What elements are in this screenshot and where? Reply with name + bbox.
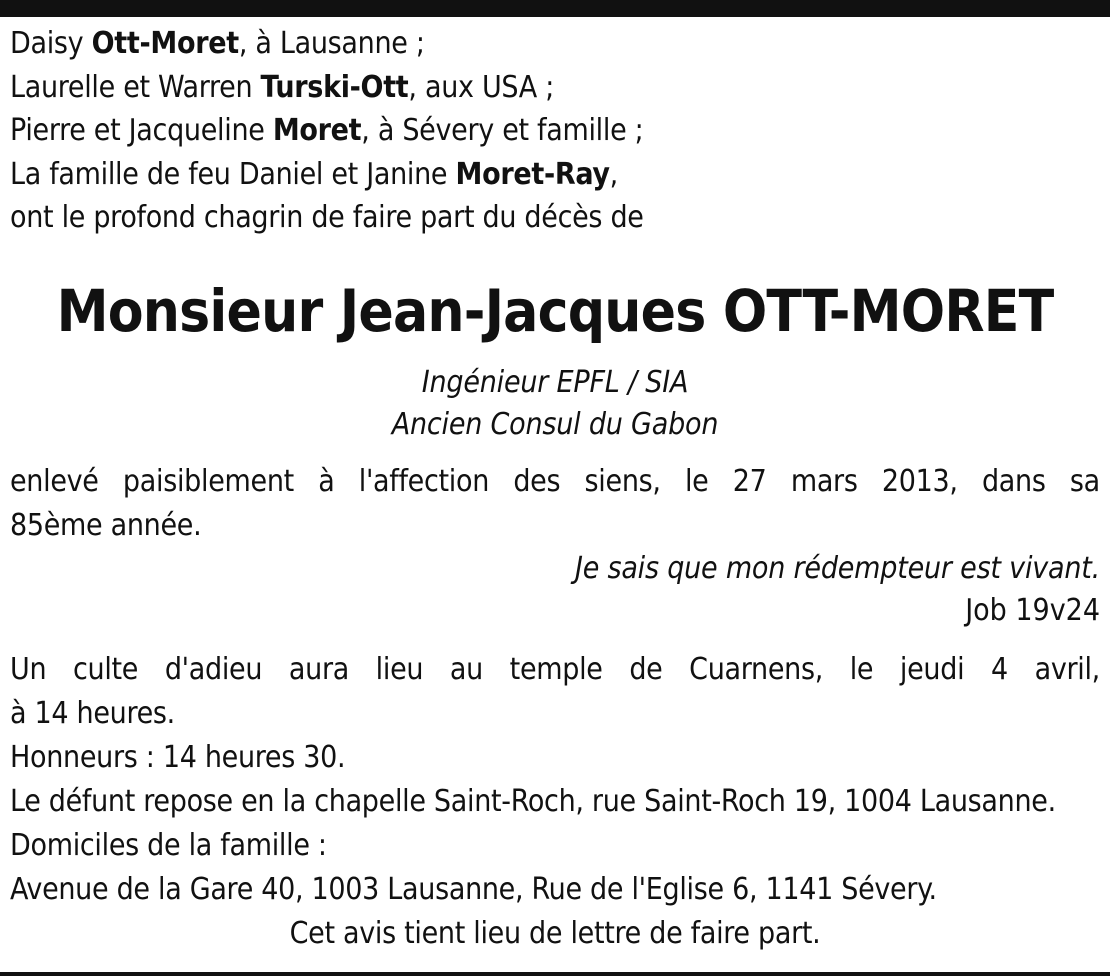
family-line-1-names: Daisy bbox=[10, 26, 92, 61]
service-line-2: à 14 heures. bbox=[10, 695, 175, 731]
bottom-rule bbox=[0, 972, 1110, 976]
word: mars bbox=[790, 463, 858, 499]
word: le bbox=[684, 463, 709, 499]
deceased-title-1: Ingénieur EPFL / SIA bbox=[421, 364, 689, 400]
deceased-title-2: Ancien Consul du Gabon bbox=[391, 406, 719, 442]
family-line-1 bbox=[10, 22, 1100, 66]
word: l'affection bbox=[358, 463, 490, 499]
family-line-1-surname: Ott-Moret bbox=[91, 26, 239, 61]
bible-reference: Job 19v24 bbox=[965, 592, 1100, 628]
domicile-label: Domiciles de la famille : bbox=[10, 827, 327, 863]
word: temple bbox=[509, 651, 603, 687]
family-line-1-place: , à Lausanne ; bbox=[238, 26, 425, 61]
word: des bbox=[513, 463, 561, 499]
family-line-3-surname: Moret bbox=[272, 113, 362, 148]
family-line-4 bbox=[10, 153, 1100, 197]
family-line-2-place: , aux USA ; bbox=[408, 69, 555, 105]
word: d'adieu bbox=[164, 651, 263, 687]
word: à bbox=[318, 463, 335, 499]
death-line-2: 85ème année. bbox=[10, 507, 202, 543]
family-line-4-surname: Moret-Ray bbox=[455, 156, 610, 192]
family-line-3-place: , à Sévery et famille ; bbox=[361, 113, 644, 148]
family-line-4-names: La famille de feu Daniel et Janine bbox=[10, 156, 456, 192]
family-line-2 bbox=[10, 66, 1100, 110]
word: culte bbox=[72, 651, 139, 687]
obituary-notice bbox=[10, 22, 1100, 956]
word: 27 bbox=[732, 463, 767, 499]
word: paisiblement bbox=[122, 463, 294, 499]
family-line-2-surname: Turski-Ott bbox=[260, 69, 409, 105]
announcement-line: ont le profond chagrin de faire part du décès de bbox=[10, 200, 644, 235]
word: Un bbox=[10, 651, 47, 687]
bible-verse: Je sais que mon rédempteur est vivant. bbox=[574, 550, 1100, 586]
resting-place-line: Le défunt repose en la chapelle Saint-Roch, rue Saint-Roch 19, 1004 Lausanne. bbox=[10, 783, 1056, 819]
domicile-address: Avenue de la Gare 40, 1003 Lausanne, Rue de l'Eglise 6, 1141 Sévery. bbox=[10, 871, 937, 907]
word: jeudi bbox=[899, 651, 965, 687]
word: dans bbox=[981, 463, 1046, 499]
honors-line: Honneurs : 14 heures 30. bbox=[10, 739, 346, 775]
family-line-2-names: Laurelle et Warren bbox=[10, 69, 261, 105]
family-line-3-names: Pierre et Jacqueline bbox=[10, 113, 273, 148]
death-paragraph bbox=[10, 460, 1100, 548]
word: aura bbox=[288, 651, 349, 687]
family-line-3 bbox=[10, 109, 1100, 153]
word: siens, bbox=[584, 463, 661, 499]
family-line-4-place: , bbox=[609, 156, 618, 192]
death-line-1 bbox=[10, 460, 1100, 504]
word: le bbox=[849, 651, 874, 687]
word: lieu bbox=[375, 651, 424, 687]
word: de bbox=[629, 651, 663, 687]
word: au bbox=[449, 651, 483, 687]
word: 4 bbox=[991, 651, 1008, 687]
service-line-1 bbox=[10, 648, 1100, 692]
closing-line: Cet avis tient lieu de lettre de faire part. bbox=[289, 915, 821, 951]
deceased-name: Monsieur Jean-Jacques OTT-MORET bbox=[56, 276, 1054, 345]
word: enlevé bbox=[10, 463, 99, 499]
top-rule bbox=[0, 0, 1110, 17]
word: 2013, bbox=[881, 463, 958, 499]
word: sa bbox=[1069, 463, 1100, 499]
word: Cuarnens, bbox=[689, 651, 823, 687]
word: avril, bbox=[1034, 651, 1100, 687]
service-paragraph bbox=[10, 648, 1100, 736]
